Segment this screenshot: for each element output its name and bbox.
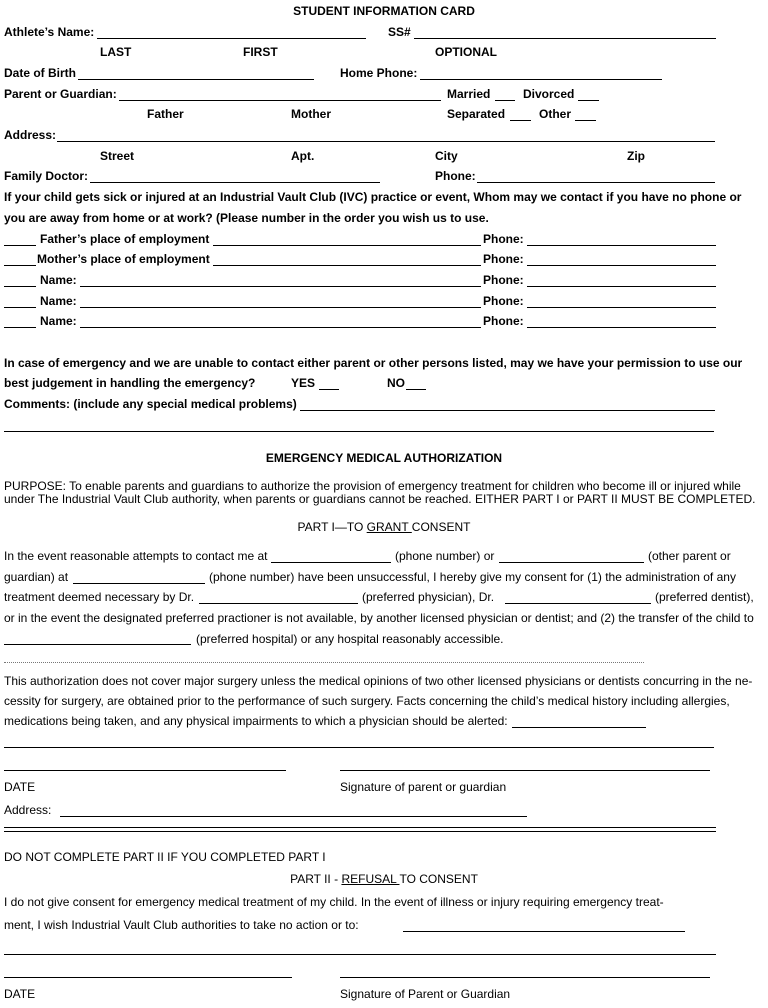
preferred-hospital-field[interactable] [4,644,191,645]
no-part2-notice: DO NOT COMPLETE PART II IF YOU COMPLETED PART I [4,850,326,864]
preferred-dentist-field[interactable] [505,603,651,604]
contact-phone-field[interactable] [527,286,716,287]
mother-caption: Mother [291,107,331,121]
parent-guardian-field[interactable] [119,100,441,101]
parent-guardian-label: Parent or Guardian: [4,87,117,101]
page-title: STUDENT INFORMATION CARD [293,4,475,18]
home-phone-label: Home Phone: [340,66,418,80]
apt-caption: Apt. [291,149,315,163]
contact-phone-field[interactable] [527,265,716,266]
auth-address-label: Address: [4,803,52,817]
first-caption: FIRST [243,45,278,59]
preferred-physician-field[interactable] [199,603,358,604]
part1-heading-c: CONSENT [411,520,471,534]
part1-heading [0,520,768,534]
double-divider-top [4,827,716,828]
part1-heading-grant: GRANT [366,520,412,534]
separated-field[interactable] [510,120,531,121]
athlete-name-field[interactable] [97,38,366,39]
contact-value-field[interactable] [213,265,481,266]
part2-heading [0,872,768,886]
contact-phone-label: Phone: [483,232,524,246]
optional-caption: OPTIONAL [435,45,497,59]
refusal-instructions-field[interactable] [403,931,685,932]
athlete-name-label: Athlete’s Name: [4,25,95,39]
contact-order-field[interactable] [4,245,36,246]
auth-title: EMERGENCY MEDICAL AUTHORIZATION [265,451,503,465]
signature-field-2[interactable] [340,977,710,978]
date-label: DATE [4,780,36,794]
father-caption: Father [147,107,184,121]
separated-label: Separated [447,107,506,121]
part2-heading-refusal: REFUSAL [341,872,400,886]
date-field[interactable] [4,770,286,771]
contact-value-field[interactable] [213,245,481,246]
contact-order-field[interactable] [4,307,36,308]
physician-alert-field-line2[interactable] [4,747,714,748]
part1-heading-a: PART I—TO [297,520,367,534]
purpose-line1: PURPOSE: To enable parents and guardians to authorize the provision of emergency treatment for children who become ill or injured while [4,479,741,493]
address-field[interactable] [57,141,715,142]
yes-field[interactable] [319,389,339,390]
contact-label: Father’s place of employment [40,232,210,246]
signature-field[interactable] [340,770,710,771]
part1-line1c: (other parent or [648,549,731,563]
no-label: NO [387,376,405,390]
contact-phone-label: Phone: [483,314,524,328]
dob-label: Date of Birth [4,66,76,80]
part1-line4: or in the event the designated preferred practioner is not available, by another licensed physician or dentist; and (2) the transfer of the child to [4,611,754,625]
doctor-phone-label: Phone: [435,169,476,183]
part1-line1a: In the event reasonable attempts to contact me at [4,549,268,563]
part1-line3a: treatment deemed necessary by Dr. [4,590,195,604]
contact-value-field[interactable] [80,286,481,287]
comments-field-line2[interactable] [4,431,714,432]
limitation-line1: This authorization does not cover major surgery unless the medical opinions of two other licensed physicians or dentists concurring in the ne- [4,674,753,688]
limitation-line3: medications being taken, and any physical impairments to which a physician should be alerted: [4,714,508,728]
part1-line3b: (preferred physician), Dr. [362,590,495,604]
auth-address-field[interactable] [60,816,527,817]
contact-phone-field[interactable] [527,245,716,246]
dob-field[interactable] [78,79,314,80]
home-phone-field[interactable] [420,79,662,80]
limitation-line2: cessity for surgery, are obtained prior to the performance of such surgery. Facts concerning the child’s medical history including allergies, [4,694,730,708]
city-caption: City [435,149,458,163]
contact-phone-field[interactable] [527,307,716,308]
contact-value-field[interactable] [80,307,481,308]
contact-label: Name: [40,273,77,287]
part2-line1: I do not give consent for emergency medical treatment of my child. In the event of illness or injury requiring emergency treat- [4,895,664,909]
street-caption: Street [100,149,135,163]
part1-line3c: (preferred dentist), [655,590,754,604]
divorced-label: Divorced [523,87,575,101]
part1-line2b: (phone number) have been unsuccessful, I hereby give my consent for (1) the administration of any [209,570,736,584]
family-doctor-field[interactable] [90,182,380,183]
double-divider-bottom [4,831,716,832]
married-field[interactable] [495,100,515,101]
address-label: Address: [4,128,57,142]
purpose-line2: under The Industrial Vault Club authority, when parents or guardians cannot be reached. EITHER PART I or PART II MUST BE COMPLETED. [4,492,756,506]
date-field-2[interactable] [4,977,292,978]
part2-heading-c: TO CONSENT [399,872,478,886]
family-doctor-label: Family Doctor: [4,169,89,183]
dotted-divider [4,662,644,663]
contact-label: Name: [40,294,77,308]
contact-order-field[interactable] [4,327,36,328]
other-label: Other [539,107,572,121]
contact-label: Mother’s place of employment [37,252,210,266]
refusal-instructions-field-line2[interactable] [4,954,716,955]
contact-order-field[interactable] [4,265,36,266]
married-label: Married [447,87,491,101]
contact-phone-label: Phone: [483,252,524,266]
other-field[interactable] [575,120,596,121]
contact-phone-field[interactable] [527,327,716,328]
yes-label: YES [291,376,316,390]
ss-field[interactable] [414,38,716,39]
signature-label: Signature of parent or guardian [340,780,507,794]
comments-label: Comments: (include any special medical problems) [4,397,297,411]
last-caption: LAST [100,45,132,59]
divorced-field[interactable] [578,100,599,101]
emergency-line2: best judgement in handling the emergency? [4,376,256,390]
contact-order-field[interactable] [4,286,36,287]
zip-caption: Zip [627,149,645,163]
ss-label: SS# [388,25,411,39]
part1-line5: (preferred hospital) or any hospital reasonably accessible. [196,632,504,646]
contact-phone-label: Phone: [483,294,524,308]
contact-value-field[interactable] [80,327,481,328]
part1-line1b: (phone number) or [395,549,495,563]
signature-label-2: Signature of Parent or Guardian [340,987,511,1001]
guardian-phone-field[interactable] [73,583,205,584]
part1-line2a: guardian) at [4,570,69,584]
emergency-line1: In case of emergency and we are unable to contact either parent or other persons listed, may we have your permission to use our [4,356,743,370]
doctor-phone-field[interactable] [477,182,715,183]
date-label-2: DATE [4,987,36,1001]
contact-intro-line2: you are away from home or at work? (Please number in the order you wish us to use. [4,211,489,225]
no-field[interactable] [406,389,426,390]
part2-heading-a: PART II - [290,872,342,886]
other-parent-field[interactable] [499,562,644,563]
contact-intro-line1: If your child gets sick or injured at an Industrial Vault Club (IVC) practice or event, Whom may we contact if you have no phone or [4,190,742,204]
physician-alert-field[interactable] [512,727,646,728]
contact-phone-label: Phone: [483,273,524,287]
contact-label: Name: [40,314,77,328]
part2-line2: ment, I wish Industrial Vault Club authorities to take no action or to: [4,918,359,932]
comments-field[interactable] [300,410,715,411]
contact-phone-number-field[interactable] [271,562,391,563]
